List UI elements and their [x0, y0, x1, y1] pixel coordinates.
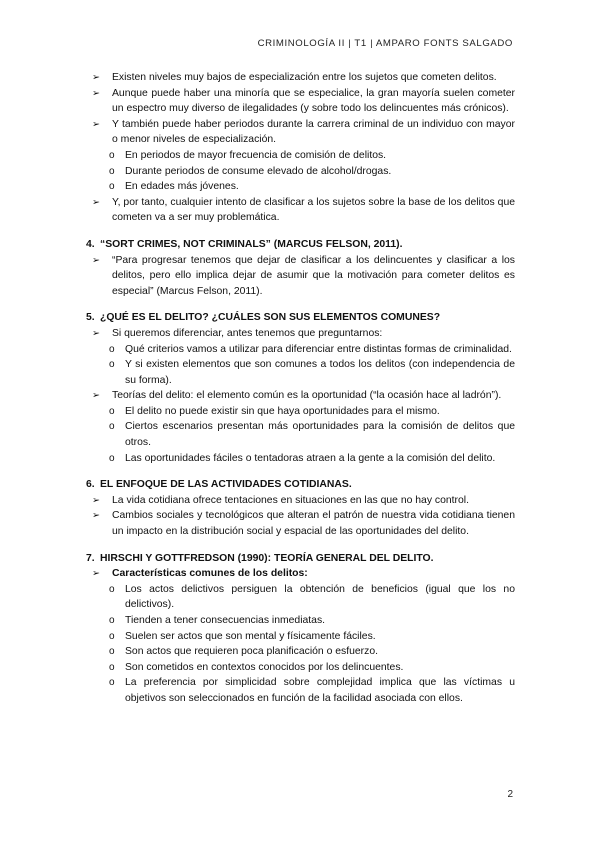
sub-list-item: o Tienden a tener consecuencias inmediatas. [86, 613, 515, 629]
sub-list-item: o Durante periodos de consume elevado de alcohol/drogas. [86, 164, 515, 180]
sub-list-item: o Y si existen elementos que son comunes a todos los delitos (con independencia de su forma). [109, 359, 515, 386]
section-title: HIRSCHI Y GOTTFREDSON (1990): TEORÍA GENERAL DEL DELITO. [100, 552, 434, 564]
circle-bullet-icon: o [109, 646, 115, 658]
sub-list-item: o Las oportunidades fáciles o tentadoras atraen a la gente a la comisión del delito. [86, 451, 515, 467]
list-item: ➢ Existen niveles muy bajos de especialización entre los sujetos que cometen delitos. [86, 70, 515, 86]
sub-list-item: o En edades más jóvenes. [86, 179, 515, 195]
arrow-bullet-icon: ➢ [92, 510, 100, 522]
sub-list-item: o Ciertos escenarios presentan más oportunidades para la comisión de delitos que otros. [109, 421, 515, 449]
arrow-bullet-icon: ➢ [92, 118, 100, 130]
arrow-bullet-icon: ➢ [92, 390, 100, 402]
circle-bullet-icon: o [109, 661, 115, 673]
sub-list-item: o La preferencia por simplicidad sobre complejidad implica que las víctimas u objetivos son seleccionados en función de la facilidad asociada con ellos. [109, 677, 515, 704]
list-item: ➢ Teorías del delito: el elemento común es la oportunidad (“la ocasión hace al ladrón”). [86, 388, 515, 404]
list-item: ➢ Aunque puede haber una minoría que se especialice, la gran mayoría suelen cometer un espectro muy diverso de ilegalidades (y sobre todo los delincuentes más crónicos). [92, 87, 515, 115]
circle-bullet-icon: o [109, 149, 115, 161]
arrow-bullet-icon: ➢ [92, 196, 100, 208]
section-title: “SORT CRIMES, NOT CRIMINALS” (MARCUS FELSON, 2011). [100, 238, 403, 250]
circle-bullet-icon: o [109, 421, 115, 433]
circle-bullet-icon: o [109, 359, 115, 371]
sub-list-item: o Los actos delictivos persiguen la obtención de beneficios (igual que los no delictivos). [109, 583, 515, 611]
section-heading [86, 237, 515, 253]
list-item: ➢ Si queremos diferenciar, antes tenemos que preguntarnos: [86, 326, 515, 342]
sub-list-item: o Son cometidos en contextos conocidos por los delincuentes. [86, 660, 515, 676]
circle-bullet-icon: o [109, 615, 115, 626]
arrow-bullet-icon: ➢ [92, 568, 100, 580]
circle-bullet-icon: o [109, 630, 115, 642]
arrow-bullet-icon: ➢ [92, 87, 100, 99]
section-number: 7. [86, 552, 95, 564]
list-item: ➢ Características comunes de los delitos: [86, 566, 515, 582]
circle-bullet-icon: o [109, 452, 115, 464]
section-number: 4. [86, 238, 95, 250]
page-number: 2 [507, 789, 513, 800]
circle-bullet-icon: o [109, 583, 115, 595]
sub-list-item: o El delito no puede existir sin que haya oportunidades para el mismo. [86, 404, 515, 420]
circle-bullet-icon: o [109, 405, 115, 417]
arrow-bullet-icon: ➢ [92, 327, 100, 339]
list-item: ➢ Y también puede haber periodos durante la carrera criminal de un individuo con mayor o menor niveles de especialización. [92, 118, 515, 146]
list-item: ➢ Y, por tanto, cualquier intento de clasificar a los sujetos sobre la base de los delitos que cometen va a ser muy problemática. [92, 196, 515, 224]
section-title: EL ENFOQUE DE LAS ACTIVIDADES COTIDIANAS. [100, 479, 352, 491]
list-item: ➢ La vida cotidiana ofrece tentaciones en situaciones en las que no hay control. [86, 493, 515, 509]
section-title: ¿QUÉ ES EL DELITO? ¿CUÁLES SON SUS ELEMENTOS COMUNES? [100, 312, 441, 324]
arrow-bullet-icon: ➢ [92, 72, 100, 83]
arrow-bullet-icon: ➢ [92, 254, 100, 266]
page-header: CRIMINOLOGÍA II | T1 | AMPARO FONTS SALGADO [257, 38, 513, 49]
circle-bullet-icon: o [109, 165, 115, 177]
sub-list-item: o Suelen ser actos que son mental y físicamente fáciles. [86, 629, 515, 645]
section-number: 6. [86, 479, 95, 491]
circle-bullet-icon: o [109, 343, 115, 355]
list-item: ➢ Cambios sociales y tecnológicos que alteran el patrón de nuestra vida cotidiana tienen un impacto en la distribución social y espacial de las oportunidades del delito. [92, 510, 515, 538]
arrow-bullet-icon: ➢ [92, 494, 100, 506]
list-item: ➢ “Para progresar tenemos que dejar de clasificar a los delincuentes y clasificar a los delitos, pero ello implica dejar de asumir que la motivación para cometer delitos es especial” (Marcus Felson, 2011). [92, 254, 515, 297]
sub-list-item: o Qué criterios vamos a utilizar para diferenciar entre distintas formas de criminalidad. [86, 342, 515, 358]
circle-bullet-icon: o [109, 677, 115, 689]
section-number: 5. [86, 312, 95, 324]
circle-bullet-icon: o [109, 181, 115, 193]
document-body [86, 70, 515, 707]
sub-list-item: o Son actos que requieren poca planificación o esfuerzo. [86, 644, 515, 660]
section-heading [86, 310, 515, 326]
section-heading [86, 477, 515, 493]
sub-list-item: o En periodos de mayor frecuencia de comisión de delitos. [86, 148, 515, 164]
section-heading [86, 551, 515, 567]
